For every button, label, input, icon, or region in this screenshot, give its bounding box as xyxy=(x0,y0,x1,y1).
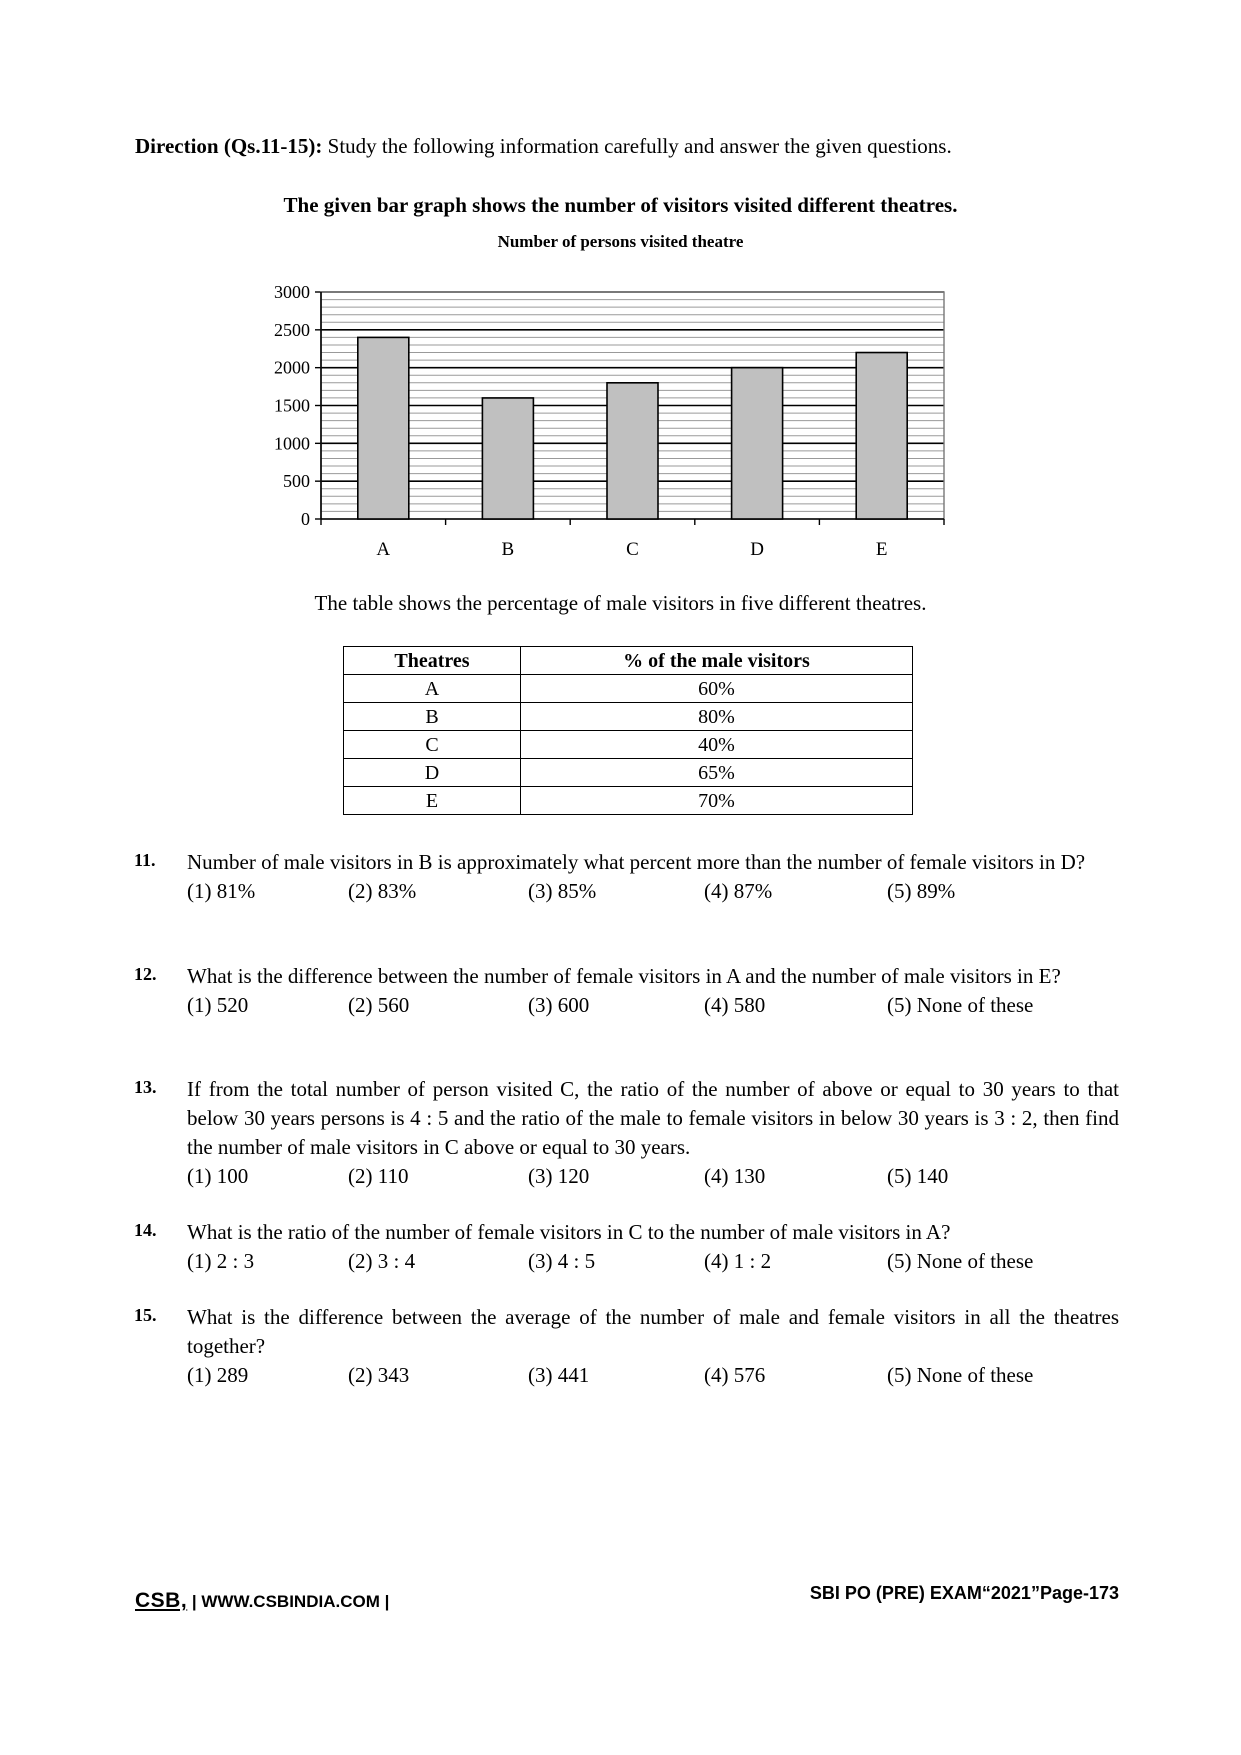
direction-label: Direction (Qs.11-15): xyxy=(135,134,323,158)
y-tick-label: 0 xyxy=(301,509,310,529)
percent-cell: 60% xyxy=(521,675,913,703)
table-row xyxy=(344,759,913,787)
option-1: (1) 289 xyxy=(187,1363,249,1387)
bar-chart xyxy=(250,275,970,575)
option-5: (5) None of these xyxy=(887,1249,1034,1273)
option-2: (2) 3 : 4 xyxy=(348,1249,416,1273)
option-4: (4) 130 xyxy=(704,1164,766,1188)
option-1: (1) 81% xyxy=(187,879,256,903)
bar-d xyxy=(732,368,783,519)
theatre-cell: B xyxy=(344,703,521,731)
option-2: (2) 560 xyxy=(348,993,410,1017)
option-4: (4) 1 : 2 xyxy=(704,1249,772,1273)
option-1: (1) 2 : 3 xyxy=(187,1249,255,1273)
direction-text: Study the following information carefully and answer the given questions. xyxy=(322,134,952,158)
bar-b xyxy=(482,398,533,519)
header-male-percent: % of the male visitors xyxy=(521,647,913,675)
option-2: (2) 83% xyxy=(348,879,417,903)
question-15 xyxy=(134,1303,1119,1390)
question-14 xyxy=(134,1218,1119,1276)
x-tick-label: B xyxy=(501,539,515,560)
option-3: (3) 85% xyxy=(528,879,597,903)
percent-cell: 65% xyxy=(521,759,913,787)
footer-site: | WWW.CSBINDIA.COM | xyxy=(187,1592,390,1611)
question-number: 15. xyxy=(134,1305,157,1325)
y-tick-label: 3000 xyxy=(274,282,310,302)
option-1: (1) 100 xyxy=(187,1164,249,1188)
y-tick-label: 1500 xyxy=(274,395,310,416)
y-tick-label: 500 xyxy=(283,471,310,492)
question-number: 13. xyxy=(134,1077,157,1097)
y-tick-label: 2500 xyxy=(274,319,310,340)
header-theatres: Theatres xyxy=(344,647,521,675)
question-number: 11. xyxy=(134,850,156,870)
chart-title: Number of persons visited theatre xyxy=(497,232,744,251)
question-text: What is the ratio of the number of female visitors in C to the number of male visitors in A? xyxy=(187,1220,951,1244)
question-11 xyxy=(134,848,1119,906)
percent-cell: 70% xyxy=(521,787,913,815)
option-3: (3) 441 xyxy=(528,1363,590,1387)
option-3: (3) 120 xyxy=(528,1164,590,1188)
x-tick-label: C xyxy=(626,539,639,560)
option-3: (3) 600 xyxy=(528,993,590,1017)
percent-cell: 40% xyxy=(521,731,913,759)
option-4: (4) 87% xyxy=(704,879,773,903)
option-2: (2) 110 xyxy=(348,1164,409,1188)
theatre-cell: C xyxy=(344,731,521,759)
footer-left xyxy=(135,1589,389,1613)
percent-cell: 80% xyxy=(521,703,913,731)
graph-heading: The given bar graph shows the number of visitors visited different theatres. xyxy=(283,193,958,217)
question-number: 14. xyxy=(134,1220,157,1240)
y-tick-label: 1000 xyxy=(274,433,310,454)
question-text: If from the total number of person visited C, the ratio of the number of above or equal to 30 years to that below 30 years persons is 4 : 5 and the ratio of the male to female visitors in below 30 years is 3 : 2, then find the number of male visitors in C above or equal to 30 years. xyxy=(187,1077,1119,1159)
option-5: (5) 140 xyxy=(887,1164,949,1188)
question-text: What is the difference between the average of the number of male and female visitors in all the theatres together? xyxy=(187,1305,1119,1358)
theatre-cell: E xyxy=(344,787,521,815)
option-5: (5) None of these xyxy=(887,1363,1034,1387)
question-13 xyxy=(134,1075,1119,1191)
csb-logo: CSB, xyxy=(135,1589,188,1612)
question-options xyxy=(187,991,1119,1020)
option-3: (3) 4 : 5 xyxy=(528,1249,596,1273)
question-number: 12. xyxy=(134,964,157,984)
x-tick-label: D xyxy=(750,539,764,560)
x-tick-label: E xyxy=(875,539,888,560)
table-row xyxy=(344,787,913,815)
table-row xyxy=(344,731,913,759)
theatre-cell: A xyxy=(344,675,521,703)
male-visitors-table xyxy=(343,646,913,815)
option-5: (5) 89% xyxy=(887,879,956,903)
bar-c xyxy=(607,383,658,519)
option-1: (1) 520 xyxy=(187,993,249,1017)
option-4: (4) 580 xyxy=(704,993,766,1017)
question-options xyxy=(187,1162,1119,1191)
y-tick-label: 2000 xyxy=(274,357,310,378)
footer-page-label: SBI PO (PRE) EXAM“2021”Page-173 xyxy=(809,1583,1119,1603)
question-options xyxy=(187,877,1119,906)
table-caption: The table shows the percentage of male visitors in five different theatres. xyxy=(314,591,927,615)
question-text: Number of male visitors in B is approximately what percent more than the number of female visitors in D? xyxy=(187,850,1086,874)
table-row xyxy=(344,703,913,731)
x-tick-label: A xyxy=(376,539,391,560)
question-options xyxy=(187,1361,1119,1390)
question-text: What is the difference between the number of female visitors in A and the number of male visitors in E? xyxy=(187,964,1061,988)
option-2: (2) 343 xyxy=(348,1363,410,1387)
option-4: (4) 576 xyxy=(704,1363,766,1387)
bar-a xyxy=(358,337,409,519)
question-options xyxy=(187,1247,1119,1276)
table-header-row xyxy=(344,647,913,675)
table-row xyxy=(344,675,913,703)
option-5: (5) None of these xyxy=(887,993,1034,1017)
bar-e xyxy=(856,353,907,519)
theatre-cell: D xyxy=(344,759,521,787)
direction-line xyxy=(135,134,1115,159)
question-12 xyxy=(134,962,1119,1020)
